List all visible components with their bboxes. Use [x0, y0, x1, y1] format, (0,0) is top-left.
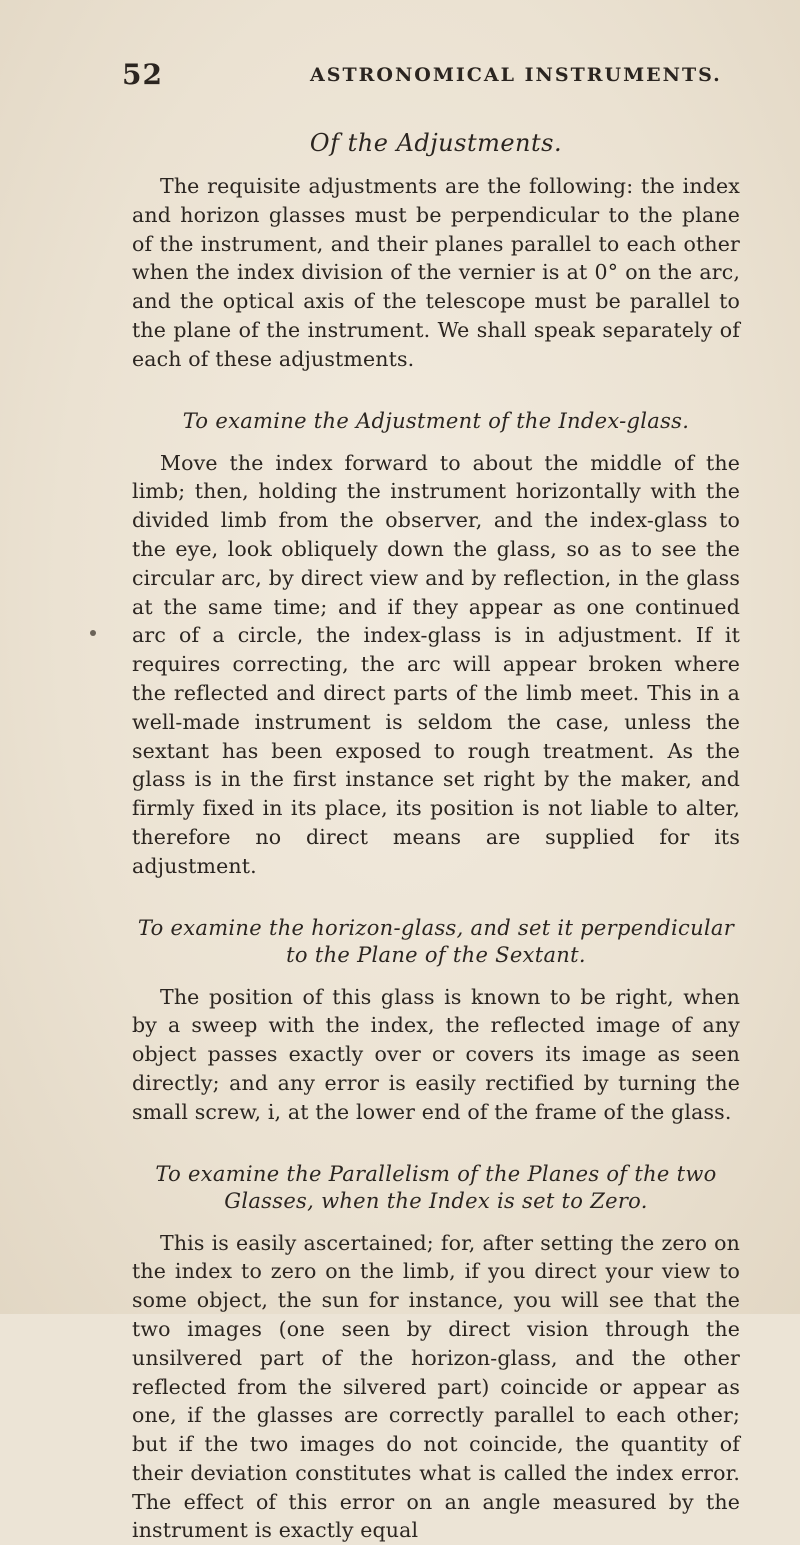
- section-adjustments: [132, 128, 740, 374]
- ink-mark: [90, 630, 96, 636]
- section-heading: To examine the Adjustment of the Index-glass.: [182, 408, 690, 433]
- section-heading: To examine the horizon-glass, and set it perpendicular to the Plane of the Sextant.: [137, 915, 735, 967]
- section-heading: Of the Adjustments.: [309, 129, 563, 157]
- section-parallelism: [132, 1161, 740, 1545]
- section-paragraph: The requisite adjustments are the following: the index and horizon glasses must be perpendicular to the plane of the instrument, and their planes parallel to each other when the index division of the vernier is at 0° on the arc, and the optical axis of the telescope must be parallel to the plane of the instrument. We shall speak separately of each of these adjustments.: [132, 174, 740, 371]
- section-paragraph: The position of this glass is known to be right, when by a sweep with the index, the reflected image of any object passes exactly over or covers its image as seen directly; and any error is easily rectified by turning the small screw, i, at the lower end of the frame of the glass.: [132, 984, 740, 1124]
- running-head: ASTRONOMICAL INSTRUMENTS.: [310, 64, 722, 86]
- page-body: [132, 128, 740, 1545]
- section-paragraph: Move the index forward to about the middle of the limb; then, holding the instrument horizontally with the divided limb from the observer, and the index-glass to the eye, look obliquely down the glass, so as to see the circular arc, by direct view and by reflection, in the glass at the same time; and if they appear as one continued arc of a circle, the index-glass is in adjustment. If it requires correcting, the arc will appear broken where the reflected and direct parts of the limb meet. This in a well-made instrument is seldom the case, unless the sextant has been exposed to rough treatment. As the glass is in the first instance set right by the maker, and firmly fixed in its place, its position is not liable to alter, therefore no direct means are supplied for its adjustment.: [132, 450, 740, 878]
- page-number: 52: [122, 58, 163, 91]
- section-paragraph: This is easily ascertained; for, after setting the zero on the index to zero on the limb, if you direct your view to some object, the sun for instance, you will see that the two images (one seen by direct vision through the unsilvered part of the horizon-glass, and the other reflected from the silvered part) coincide or appear as one, if the glasses are correctly parallel to each other; but if the two images do not coincide, the quantity of their deviation constitutes what is called the index error. The effect of this error on an angle measured by the instrument is exactly equal: [132, 1230, 740, 1543]
- section-horizon-glass: [132, 915, 740, 1127]
- section-heading: To examine the Parallelism of the Planes of the two Glasses, when the Index is set to Zero.: [155, 1161, 717, 1213]
- section-index-glass: [132, 408, 740, 881]
- page-header: [122, 58, 742, 92]
